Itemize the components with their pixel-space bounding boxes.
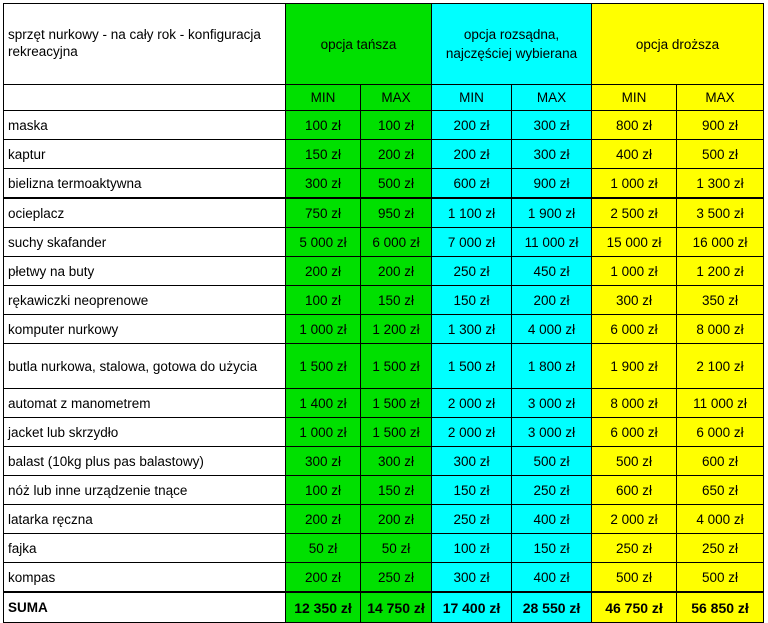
price-cell: 6 000 zł bbox=[361, 228, 432, 257]
price-cell: 200 zł bbox=[512, 286, 592, 315]
price-cell: 900 zł bbox=[677, 111, 764, 140]
price-table bbox=[3, 3, 764, 623]
price-cell: 500 zł bbox=[512, 447, 592, 476]
price-cell: 400 zł bbox=[592, 140, 677, 169]
table-row bbox=[4, 315, 764, 344]
price-cell: 250 zł bbox=[361, 563, 432, 593]
price-cell: 50 zł bbox=[361, 534, 432, 563]
price-cell: 800 zł bbox=[592, 111, 677, 140]
price-cell: 2 500 zł bbox=[592, 198, 677, 228]
price-cell: 500 zł bbox=[361, 169, 432, 199]
price-cell: 100 zł bbox=[361, 111, 432, 140]
price-cell: 1 400 zł bbox=[286, 389, 361, 418]
price-cell: 600 zł bbox=[432, 169, 512, 199]
sum-cell: 46 750 zł bbox=[592, 592, 677, 623]
table-row bbox=[4, 198, 764, 228]
price-cell: 1 300 zł bbox=[432, 315, 512, 344]
sum-cell: 56 850 zł bbox=[677, 592, 764, 623]
price-cell: 200 zł bbox=[432, 111, 512, 140]
price-cell: 250 zł bbox=[432, 257, 512, 286]
sum-cell: 28 550 zł bbox=[512, 592, 592, 623]
table-row bbox=[4, 505, 764, 534]
table-title: sprzęt nurkowy - na cały rok - konfiguracja rekreacyjna bbox=[4, 4, 286, 85]
price-cell: 100 zł bbox=[432, 534, 512, 563]
price-cell: 100 zł bbox=[286, 286, 361, 315]
price-cell: 8 000 zł bbox=[677, 315, 764, 344]
price-cell: 200 zł bbox=[361, 505, 432, 534]
table-row bbox=[4, 111, 764, 140]
item-name: balast (10kg plus pas balastowy) bbox=[4, 447, 286, 476]
table-row bbox=[4, 447, 764, 476]
price-cell: 1 900 zł bbox=[592, 344, 677, 389]
price-cell: 11 000 zł bbox=[677, 389, 764, 418]
price-cell: 2 000 zł bbox=[592, 505, 677, 534]
price-cell: 1 900 zł bbox=[512, 198, 592, 228]
sum-label: SUMA bbox=[4, 592, 286, 623]
table-row bbox=[4, 344, 764, 389]
item-name: płetwy na buty bbox=[4, 257, 286, 286]
price-cell: 11 000 zł bbox=[512, 228, 592, 257]
price-cell: 150 zł bbox=[512, 534, 592, 563]
price-cell: 1 500 zł bbox=[286, 344, 361, 389]
price-cell: 950 zł bbox=[361, 198, 432, 228]
price-cell: 3 000 zł bbox=[512, 418, 592, 447]
price-cell: 4 000 zł bbox=[512, 315, 592, 344]
price-cell: 6 000 zł bbox=[592, 418, 677, 447]
sum-cell: 17 400 zł bbox=[432, 592, 512, 623]
price-cell: 2 100 zł bbox=[677, 344, 764, 389]
item-name: kaptur bbox=[4, 140, 286, 169]
price-cell: 400 zł bbox=[512, 505, 592, 534]
item-name: nóż lub inne urządzenie tnące bbox=[4, 476, 286, 505]
table-row bbox=[4, 534, 764, 563]
price-cell: 500 zł bbox=[592, 563, 677, 593]
price-cell: 250 zł bbox=[677, 534, 764, 563]
price-cell: 7 000 zł bbox=[432, 228, 512, 257]
item-name: komputer nurkowy bbox=[4, 315, 286, 344]
max-header: MAX bbox=[361, 85, 432, 111]
item-name: automat z manometrem bbox=[4, 389, 286, 418]
price-cell: 200 zł bbox=[432, 140, 512, 169]
price-cell: 1 300 zł bbox=[677, 169, 764, 199]
price-cell: 1 000 zł bbox=[286, 315, 361, 344]
price-cell: 350 zł bbox=[677, 286, 764, 315]
sum-cell: 14 750 zł bbox=[361, 592, 432, 623]
price-cell: 200 zł bbox=[286, 505, 361, 534]
price-cell: 100 zł bbox=[286, 476, 361, 505]
item-name: jacket lub skrzydło bbox=[4, 418, 286, 447]
price-cell: 15 000 zł bbox=[592, 228, 677, 257]
price-cell: 600 zł bbox=[677, 447, 764, 476]
price-cell: 900 zł bbox=[512, 169, 592, 199]
price-cell: 200 zł bbox=[286, 257, 361, 286]
price-cell: 200 zł bbox=[361, 140, 432, 169]
price-cell: 150 zł bbox=[361, 286, 432, 315]
price-cell: 1 500 zł bbox=[361, 418, 432, 447]
price-cell: 450 zł bbox=[512, 257, 592, 286]
price-cell: 250 zł bbox=[592, 534, 677, 563]
min-header: MIN bbox=[432, 85, 512, 111]
group-header-cheaper: opcja tańsza bbox=[286, 4, 432, 85]
price-cell: 4 000 zł bbox=[677, 505, 764, 534]
price-cell: 2 000 zł bbox=[432, 389, 512, 418]
price-cell: 250 zł bbox=[432, 505, 512, 534]
price-cell: 200 zł bbox=[286, 563, 361, 593]
price-cell: 16 000 zł bbox=[677, 228, 764, 257]
item-name: latarka ręczna bbox=[4, 505, 286, 534]
price-cell: 500 zł bbox=[592, 447, 677, 476]
price-cell: 150 zł bbox=[432, 476, 512, 505]
price-cell: 600 zł bbox=[592, 476, 677, 505]
price-cell: 6 000 zł bbox=[592, 315, 677, 344]
table-row bbox=[4, 476, 764, 505]
price-cell: 1 500 zł bbox=[361, 344, 432, 389]
price-cell: 6 000 zł bbox=[677, 418, 764, 447]
max-header: MAX bbox=[512, 85, 592, 111]
group-header-expensive: opcja droższa bbox=[592, 4, 764, 85]
sum-row bbox=[4, 592, 764, 623]
price-cell: 3 000 zł bbox=[512, 389, 592, 418]
item-name: bielizna termoaktywna bbox=[4, 169, 286, 199]
price-cell: 300 zł bbox=[361, 447, 432, 476]
subheader-row bbox=[4, 85, 764, 111]
price-cell: 1 200 zł bbox=[361, 315, 432, 344]
price-cell: 1 500 zł bbox=[361, 389, 432, 418]
table-row bbox=[4, 286, 764, 315]
table-row bbox=[4, 140, 764, 169]
item-name: butla nurkowa, stalowa, gotowa do użycia bbox=[4, 344, 286, 389]
subheader-empty bbox=[4, 85, 286, 111]
table-row bbox=[4, 389, 764, 418]
price-cell: 500 zł bbox=[677, 563, 764, 593]
price-cell: 300 zł bbox=[286, 447, 361, 476]
price-cell: 1 000 zł bbox=[286, 418, 361, 447]
price-cell: 200 zł bbox=[361, 257, 432, 286]
item-name: fajka bbox=[4, 534, 286, 563]
item-name: maska bbox=[4, 111, 286, 140]
item-name: suchy skafander bbox=[4, 228, 286, 257]
sum-cell: 12 350 zł bbox=[286, 592, 361, 623]
price-cell: 650 zł bbox=[677, 476, 764, 505]
price-cell: 1 500 zł bbox=[432, 344, 512, 389]
price-cell: 750 zł bbox=[286, 198, 361, 228]
price-cell: 300 zł bbox=[592, 286, 677, 315]
price-cell: 3 500 zł bbox=[677, 198, 764, 228]
price-cell: 5 000 zł bbox=[286, 228, 361, 257]
price-cell: 8 000 zł bbox=[592, 389, 677, 418]
price-cell: 50 zł bbox=[286, 534, 361, 563]
price-cell: 300 zł bbox=[512, 111, 592, 140]
price-cell: 150 zł bbox=[361, 476, 432, 505]
max-header: MAX bbox=[677, 85, 764, 111]
price-cell: 150 zł bbox=[432, 286, 512, 315]
price-cell: 300 zł bbox=[432, 447, 512, 476]
price-cell: 1 800 zł bbox=[512, 344, 592, 389]
group-header-reasonable: opcja rozsądna, najczęściej wybierana bbox=[432, 4, 592, 85]
price-cell: 100 zł bbox=[286, 111, 361, 140]
min-header: MIN bbox=[592, 85, 677, 111]
table-row bbox=[4, 169, 764, 199]
price-cell: 300 zł bbox=[286, 169, 361, 199]
price-cell: 2 000 zł bbox=[432, 418, 512, 447]
price-cell: 150 zł bbox=[286, 140, 361, 169]
price-cell: 500 zł bbox=[677, 140, 764, 169]
price-cell: 250 zł bbox=[512, 476, 592, 505]
price-cell: 1 000 zł bbox=[592, 169, 677, 199]
table-row bbox=[4, 228, 764, 257]
price-cell: 1 100 zł bbox=[432, 198, 512, 228]
item-name: ocieplacz bbox=[4, 198, 286, 228]
price-cell: 300 zł bbox=[432, 563, 512, 593]
header-row bbox=[4, 4, 764, 85]
table-row bbox=[4, 257, 764, 286]
price-cell: 300 zł bbox=[512, 140, 592, 169]
price-cell: 400 zł bbox=[512, 563, 592, 593]
price-cell: 1 200 zł bbox=[677, 257, 764, 286]
table-row bbox=[4, 418, 764, 447]
table-row bbox=[4, 563, 764, 593]
price-cell: 1 000 zł bbox=[592, 257, 677, 286]
item-name: rękawiczki neoprenowe bbox=[4, 286, 286, 315]
item-name: kompas bbox=[4, 563, 286, 593]
min-header: MIN bbox=[286, 85, 361, 111]
